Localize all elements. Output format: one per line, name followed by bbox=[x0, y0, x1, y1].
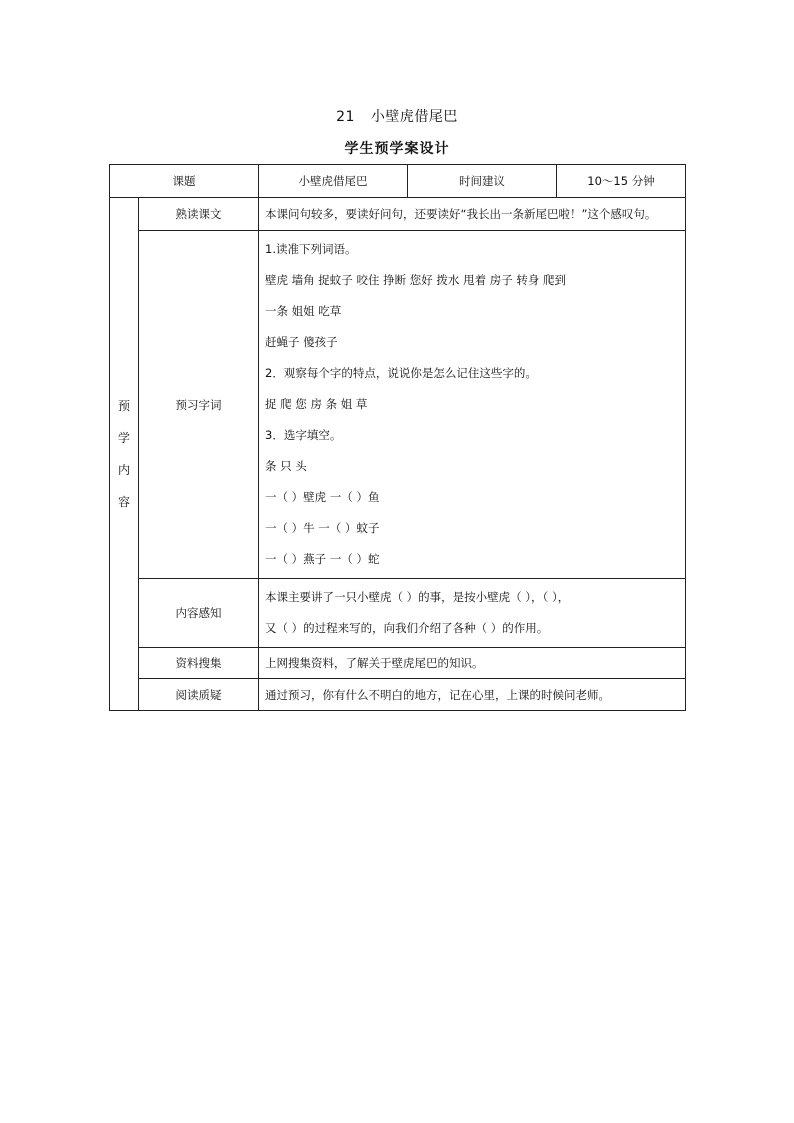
reading-questions-row bbox=[110, 679, 686, 711]
perception-line: 又（ ）的过程来写的，向我们介绍了各种（ ）的作用。 bbox=[265, 621, 549, 635]
lesson-name: 小壁虎借尾巴 bbox=[370, 109, 458, 125]
content-perception-label: 内容感知 bbox=[139, 579, 259, 648]
preview-line: 捉 爬 您 房 条 姐 草 bbox=[265, 397, 368, 411]
reading-text: 本课问句较多，要读好问句，还要读好“我长出一条新尾巴啦！”这个感叹句。 bbox=[259, 198, 686, 231]
reading-questions-label: 阅读质疑 bbox=[139, 679, 259, 711]
perception-line: 本课主要讲了一只小壁虎（ ）的事，是按小壁虎（ ），（ ）， bbox=[265, 590, 570, 604]
info-collection-row bbox=[110, 648, 686, 679]
worksheet-subtitle: 学生预学案设计 bbox=[344, 141, 450, 157]
preview-line: 赶蝇子 傻孩子 bbox=[265, 335, 338, 349]
time-label: 时间建议 bbox=[408, 165, 557, 198]
preview-line: 条 只 头 bbox=[265, 459, 307, 473]
side-label bbox=[110, 198, 139, 711]
topic-row bbox=[110, 165, 686, 198]
preview-words-content bbox=[259, 231, 686, 579]
reading-row bbox=[110, 198, 686, 231]
preview-words-label: 预习字词 bbox=[139, 231, 259, 579]
info-collection-label: 资料搜集 bbox=[139, 648, 259, 679]
preview-line: 一（ ）燕子 一（ ）蛇 bbox=[265, 552, 380, 566]
preview-worksheet-table bbox=[109, 164, 686, 711]
side-char: 预 bbox=[117, 399, 130, 413]
topic-value: 小壁虎借尾巴 bbox=[259, 165, 408, 198]
lesson-number: 21 bbox=[336, 109, 355, 125]
side-char: 内 bbox=[117, 463, 130, 477]
preview-line: 一（ ）壁虎 一（ ）鱼 bbox=[265, 490, 380, 504]
preview-words-row bbox=[110, 231, 686, 579]
topic-label: 课题 bbox=[110, 165, 259, 198]
side-char: 学 bbox=[117, 431, 130, 445]
preview-line: 一条 姐姐 吃草 bbox=[265, 304, 342, 318]
preview-line: 1.读准下列词语。 bbox=[265, 242, 357, 256]
content-perception-row bbox=[110, 579, 686, 648]
content-perception-content bbox=[259, 579, 686, 648]
lesson-title bbox=[0, 106, 794, 126]
time-value: 10～15 分钟 bbox=[557, 165, 686, 198]
info-collection-text: 上网搜集资料，了解关于壁虎尾巴的知识。 bbox=[259, 648, 686, 679]
side-char: 容 bbox=[117, 495, 130, 509]
preview-line: 一（ ）牛 一（ ）蚊子 bbox=[265, 521, 380, 535]
preview-line: 壁虎 墙角 捉蚊子 咬住 挣断 您好 拨水 甩着 房子 转身 爬到 bbox=[265, 273, 567, 287]
reading-label: 熟读课文 bbox=[139, 198, 259, 231]
preview-line: 3．选字填空。 bbox=[265, 428, 342, 442]
preview-line: 2．观察每个字的特点，说说你是怎么记住这些字的。 bbox=[265, 366, 537, 380]
reading-questions-text: 通过预习，你有什么不明白的地方，记在心里，上课的时候问老师。 bbox=[259, 679, 686, 711]
